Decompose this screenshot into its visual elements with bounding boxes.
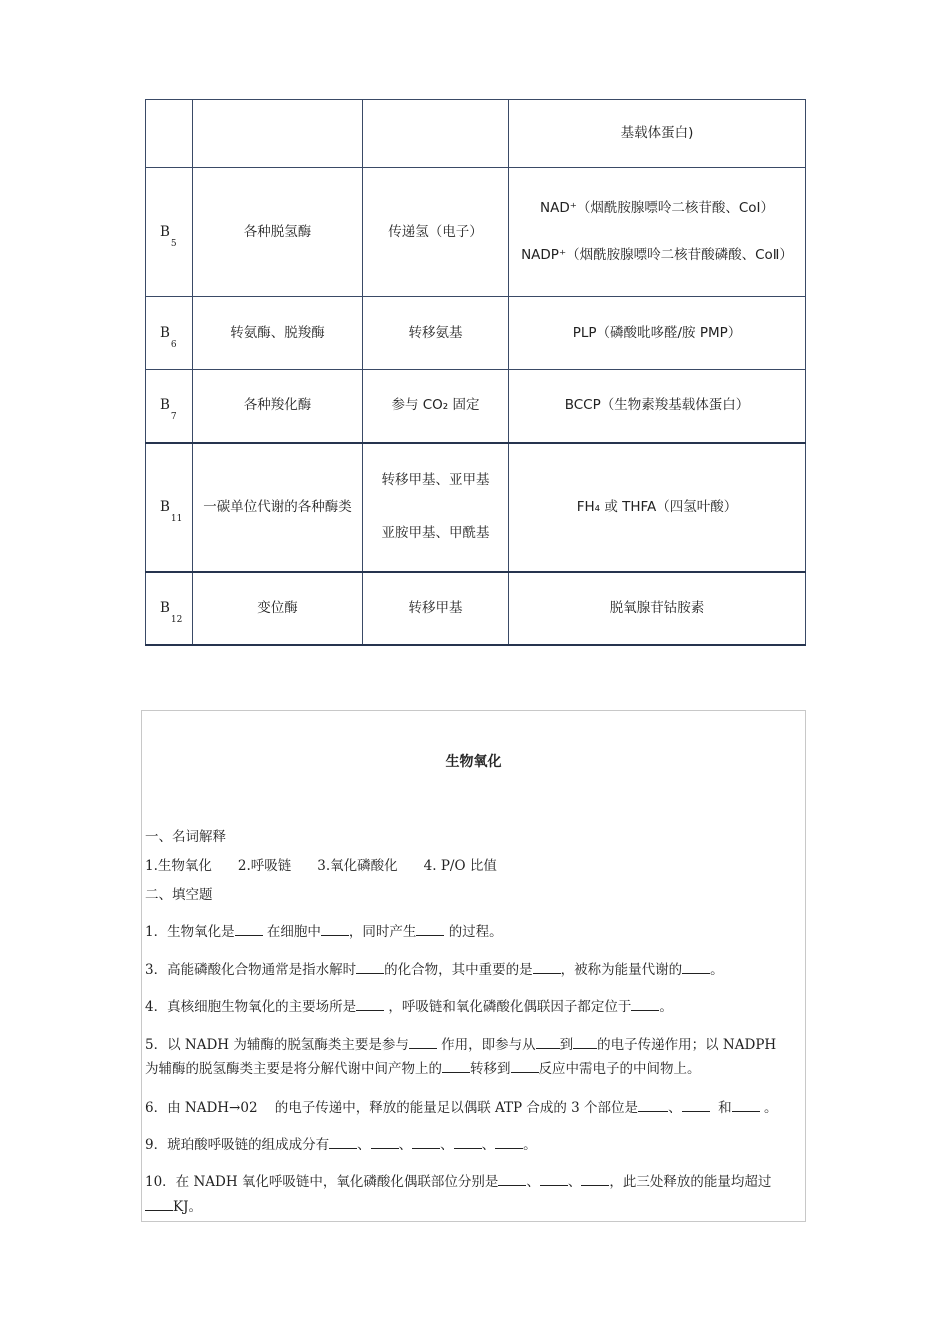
bio-oxidation-section bbox=[141, 710, 806, 1222]
coenzyme-cell: PLP（磷酸吡哆醛/胺 PMP） bbox=[509, 297, 806, 370]
coenzyme-cell: 脱氧腺苷钴胺素 bbox=[509, 572, 806, 645]
answer-blank[interactable] bbox=[732, 1099, 760, 1112]
question-9: 9．琥珀酸呼吸链的组成成分有 、 、 、 、 。 bbox=[145, 1137, 537, 1153]
coenzyme-cell: NAD⁺（烟酰胺腺嘌呤二核苷酸、CoⅠ） NADP⁺（烟酰胺腺嘌呤二核苷酸磷酸、CoⅡ） bbox=[509, 168, 806, 297]
table-row bbox=[146, 297, 806, 370]
vitamin-cell: B5 bbox=[146, 168, 193, 297]
function-cell: 转移氨基 bbox=[363, 297, 509, 370]
enzyme-cell: 变位酶 bbox=[193, 572, 363, 645]
table-row bbox=[146, 100, 806, 168]
enzyme-cell: 各种羧化酶 bbox=[193, 370, 363, 443]
part2-heading: 二、填空题 bbox=[145, 887, 213, 903]
answer-blank[interactable] bbox=[540, 1173, 568, 1186]
part1-heading: 一、名词解释 bbox=[145, 829, 226, 845]
answer-blank[interactable] bbox=[682, 961, 710, 974]
answer-blank[interactable] bbox=[495, 1136, 523, 1149]
term-item: 1.生物氧化 bbox=[145, 858, 212, 874]
question-10-cont: KJ。 bbox=[145, 1195, 202, 1215]
term-item: 3.氧化磷酸化 bbox=[317, 858, 398, 874]
coenzyme-cell: BCCP（生物素羧基载体蛋白） bbox=[509, 370, 806, 443]
function-cell: 传递氢（电子） bbox=[363, 168, 509, 297]
question-3: 3．高能磷酸化合物通常是指水解时 的化合物，其中重要的是 ，被称为能量代谢的 。 bbox=[145, 962, 724, 978]
answer-blank[interactable] bbox=[581, 1173, 609, 1186]
answer-blank[interactable] bbox=[145, 1198, 173, 1211]
answer-blank[interactable] bbox=[682, 1099, 710, 1112]
question-6: 6．由 NADH→02 的电子传递中，释放的能量足以偶联 ATP 合成的 3 个部位是 、 和 。 bbox=[145, 1100, 778, 1116]
table-row bbox=[146, 572, 806, 645]
table-row bbox=[146, 443, 806, 572]
answer-blank[interactable] bbox=[409, 1036, 437, 1049]
function-cell bbox=[363, 100, 509, 168]
table-row bbox=[146, 370, 806, 443]
question-10: 10．在 NADH 氧化呼吸链中，氧化磷酸化偶联部位分别是 、 、 ，此三处释放的能量均超过 bbox=[145, 1174, 772, 1190]
answer-blank[interactable] bbox=[356, 998, 384, 1011]
function-cell: 参与 CO₂ 固定 bbox=[363, 370, 509, 443]
term-list bbox=[145, 854, 523, 874]
vitamin-cell: B11 bbox=[146, 443, 193, 572]
term-item: 4. P/O 比值 bbox=[423, 858, 497, 874]
vitamin-cell: B12 bbox=[146, 572, 193, 645]
enzyme-cell: 转氨酶、脱羧酶 bbox=[193, 297, 363, 370]
function-cell: 转移甲基 bbox=[363, 572, 509, 645]
answer-blank[interactable] bbox=[638, 1099, 668, 1112]
answer-blank[interactable] bbox=[235, 923, 263, 936]
table-row bbox=[146, 168, 806, 297]
term-item: 2.呼吸链 bbox=[237, 858, 292, 874]
function-cell: 转移甲基、亚甲基 亚胺甲基、甲酰基 bbox=[363, 443, 509, 572]
enzyme-cell bbox=[193, 100, 363, 168]
answer-blank[interactable] bbox=[631, 998, 659, 1011]
question-5: 5．以 NADH 为辅酶的脱氢酶类主要是参与 作用，即参与从 到 的电子传递作用；以 NADPH bbox=[145, 1037, 777, 1053]
answer-blank[interactable] bbox=[536, 1036, 560, 1049]
question-5-cont: 为辅酶的脱氢酶类主要是将分解代谢中间产物上的 转移到 反应中需电子的中间物上。 bbox=[145, 1061, 701, 1077]
vitamin-coenzyme-table bbox=[145, 99, 806, 646]
vitamin-cell bbox=[146, 100, 193, 168]
enzyme-cell: 各种脱氢酶 bbox=[193, 168, 363, 297]
coenzyme-cell: 基载体蛋白) bbox=[509, 100, 806, 168]
question-1: 1．生物氧化是 在细胞中 ，同时产生 的过程。 bbox=[145, 924, 503, 940]
answer-blank[interactable] bbox=[329, 1136, 357, 1149]
answer-blank[interactable] bbox=[321, 923, 349, 936]
answer-blank[interactable] bbox=[442, 1060, 470, 1073]
enzyme-cell: 一碳单位代谢的各种酶类 bbox=[193, 443, 363, 572]
answer-blank[interactable] bbox=[412, 1136, 440, 1149]
section-title: 生物氧化 bbox=[445, 754, 502, 770]
question-4: 4．真核细胞生物氧化的主要场所是 ，呼吸链和氧化磷酸化偶联因子都定位于 。 bbox=[145, 999, 673, 1015]
answer-blank[interactable] bbox=[454, 1136, 482, 1149]
answer-blank[interactable] bbox=[416, 923, 444, 936]
answer-blank[interactable] bbox=[356, 961, 384, 974]
vitamin-cell: B7 bbox=[146, 370, 193, 443]
vitamin-cell: B6 bbox=[146, 297, 193, 370]
answer-blank[interactable] bbox=[533, 961, 561, 974]
coenzyme-cell: FH₄ 或 THFA（四氢叶酸） bbox=[509, 443, 806, 572]
answer-blank[interactable] bbox=[511, 1060, 539, 1073]
answer-blank[interactable] bbox=[573, 1036, 597, 1049]
answer-blank[interactable] bbox=[498, 1173, 526, 1186]
answer-blank[interactable] bbox=[371, 1136, 399, 1149]
